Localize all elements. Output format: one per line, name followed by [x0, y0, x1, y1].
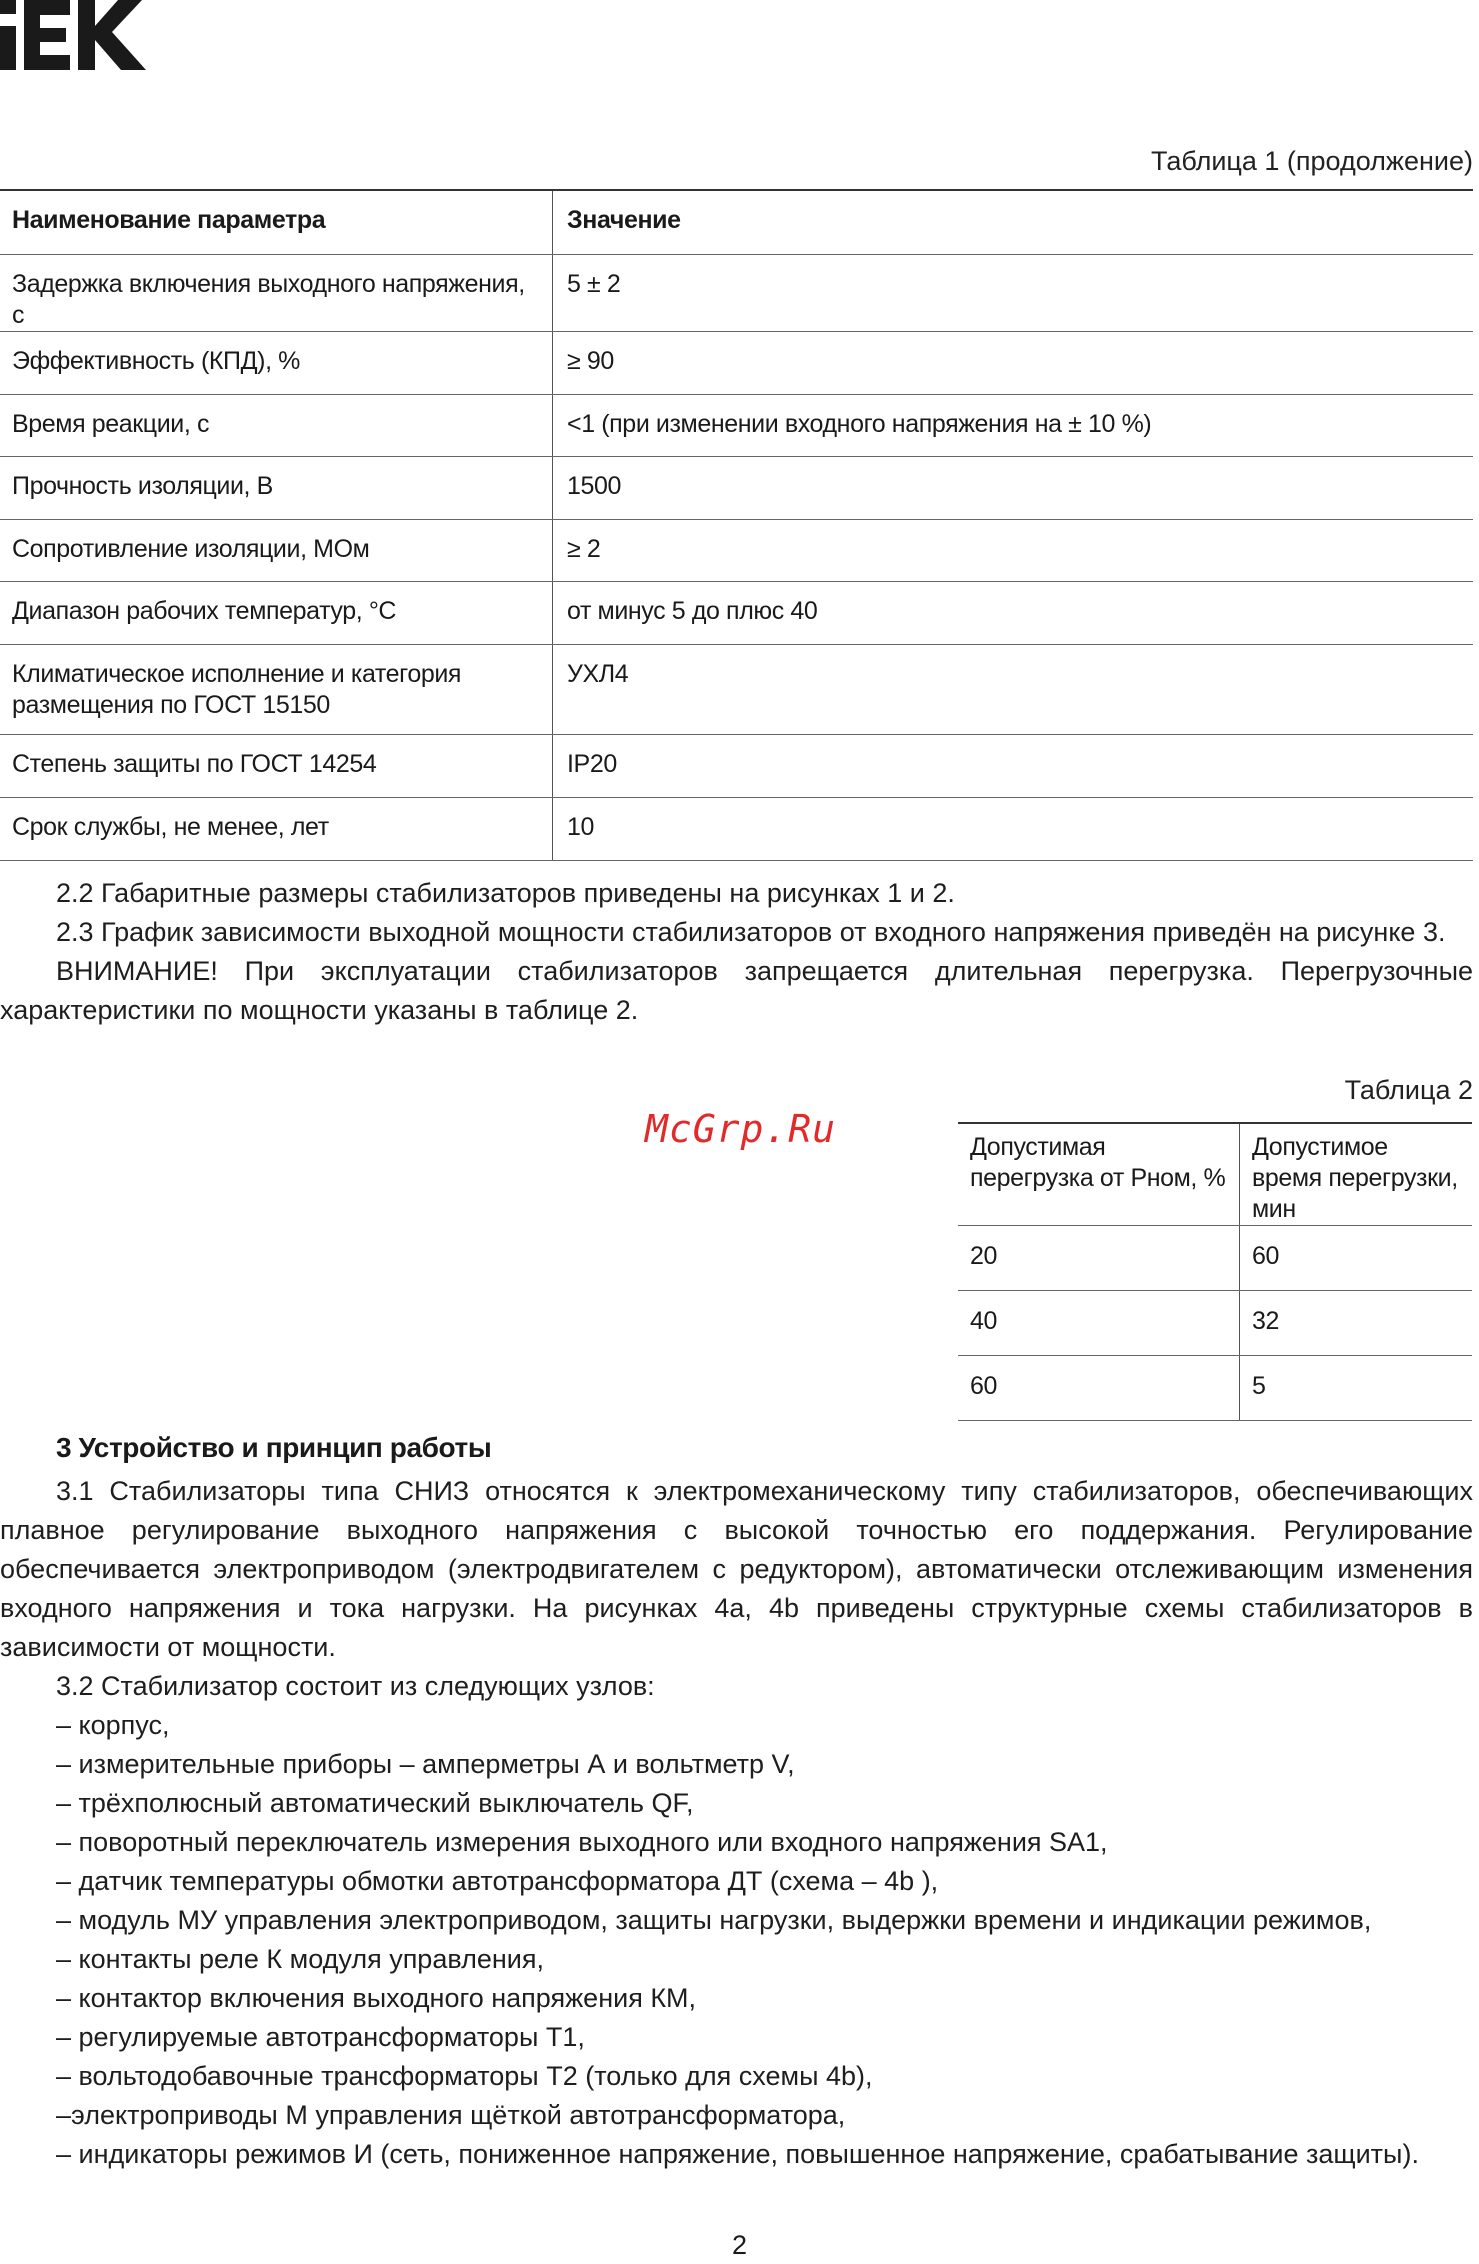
param-value: УХЛ4: [553, 645, 1474, 735]
param-name: Время реакции, с: [0, 395, 553, 457]
paragraph: 3.2 Стабилизатор состоит из следующих узлов:: [56, 1671, 655, 1701]
param-value: 1500: [553, 457, 1474, 520]
table-row: [0, 798, 1473, 861]
list-item: – контактор включения выходного напряжения КМ,: [56, 1983, 697, 2013]
param-name: Эффективность (КПД), %: [0, 332, 553, 395]
param-value: ≥ 90: [553, 332, 1474, 395]
table-row: [958, 1356, 1472, 1421]
section3-text: [0, 1472, 1473, 1706]
paragraph: ВНИМАНИЕ! При эксплуатации стабилизаторов запрещается длительная перегрузка. Перегрузочные характеристики по мощности указаны в таблице 2.: [0, 956, 1473, 1025]
table-row: [0, 395, 1473, 457]
param-value: 10: [553, 798, 1474, 861]
list-item: – индикаторы режимов И (сеть, пониженное напряжение, повышенное напряжение, срабатывание защиты).: [56, 2139, 1419, 2169]
table-row: [0, 255, 1473, 332]
watermark: McGrp.Ru: [645, 1107, 837, 1151]
table-row: [0, 645, 1473, 735]
list-item: – датчик температуры обмотки автотрансформатора ДТ (схема – 4b ),: [56, 1866, 939, 1896]
column-header: Наименование параметра: [0, 190, 553, 255]
table-row: [0, 520, 1473, 582]
paragraph: 2.2 Габаритные размеры стабилизаторов приведены на рисунках 1 и 2.: [56, 878, 955, 908]
param-name: Диапазон рабочих температур, °С: [0, 582, 553, 645]
list-item: –электроприводы М управления щёткой автотрансформатора,: [56, 2100, 846, 2130]
param-name: Сопротивление изоляции, МОм: [0, 520, 553, 582]
column-header: Допустимое время перегрузки, мин: [1240, 1123, 1473, 1226]
paragraph: 2.3 График зависимости выходной мощности стабилизаторов от входного напряжения приведён на рисунке 3.: [56, 917, 1446, 947]
section-title: 3 Устройство и принцип работы: [56, 1432, 492, 1463]
table-row: [958, 1226, 1472, 1291]
time-value: 32: [1240, 1291, 1473, 1356]
table-row: [0, 735, 1473, 798]
iek-logo: [0, 0, 148, 70]
table-row: [0, 332, 1473, 395]
param-name: Срок службы, не менее, лет: [0, 798, 553, 861]
table-row: [958, 1291, 1472, 1356]
param-value: от минус 5 до плюс 40: [553, 582, 1474, 645]
overload-value: 20: [958, 1226, 1240, 1291]
list-item: – корпус,: [56, 1710, 170, 1740]
time-value: 5: [1240, 1356, 1473, 1421]
overload-value: 60: [958, 1356, 1240, 1421]
components-list: [0, 1706, 1473, 2174]
paragraph: 3.1 Стабилизаторы типа СНИЗ относятся к электромеханическому типу стабилизаторов, обеспечивающих плавное регулирование выходного напряжения с высокой точностью его поддержания. Регулирование обеспечивается электроприводом (электродвигателем с редуктором), автоматически отслеживающим изменения входного напряжения и тока нагрузки. На рисунках 4а, 4b приведены структурные схемы стабилизаторов в зависимости от мощности.: [0, 1476, 1473, 1662]
param-value: ≥ 2: [553, 520, 1474, 582]
list-item: – поворотный переключатель измерения выходного или входного напряжения SA1,: [56, 1827, 1108, 1857]
param-value: 5 ± 2: [553, 255, 1474, 332]
param-name: Прочность изоляции, В: [0, 457, 553, 520]
section2-text: [0, 874, 1473, 1030]
list-item: – модуль МУ управления электроприводом, защиты нагрузки, выдержки времени и индикации режимов,: [56, 1905, 1372, 1935]
parameters-table: [0, 189, 1473, 861]
list-item: – измерительные приборы – амперметры А и вольтметр V,: [56, 1749, 795, 1779]
column-header: Допустимая перегрузка от Рном, %: [958, 1123, 1240, 1226]
param-name: Задержка включения выходного напряжения, с: [0, 255, 553, 332]
list-item: – трёхполюсный автоматический выключатель QF,: [56, 1788, 694, 1818]
overload-value: 40: [958, 1291, 1240, 1356]
table-header-row: [958, 1123, 1472, 1226]
param-value: IP20: [553, 735, 1474, 798]
page-number: 2: [731, 2230, 748, 2260]
table-header-row: [0, 190, 1473, 255]
table1-caption: Таблица 1 (продолжение): [1151, 146, 1473, 176]
list-item: – регулируемые автотрансформаторы Т1,: [56, 2022, 585, 2052]
column-header: Значение: [553, 190, 1474, 255]
param-name: Степень защиты по ГОСТ 14254: [0, 735, 553, 798]
list-item: – вольтодобавочные трансформаторы Т2 (только для схемы 4b),: [56, 2061, 873, 2091]
list-item: – контакты реле К модуля управления,: [56, 1944, 544, 1974]
time-value: 60: [1240, 1226, 1473, 1291]
table2-caption: Таблица 2: [1344, 1075, 1473, 1105]
overload-table: [958, 1122, 1472, 1421]
table-row: [0, 582, 1473, 645]
param-name: Климатическое исполнение и категория размещения по ГОСТ 15150: [0, 645, 553, 735]
param-value: <1 (при изменении входного напряжения на ± 10 %): [553, 395, 1474, 457]
table-row: [0, 457, 1473, 520]
